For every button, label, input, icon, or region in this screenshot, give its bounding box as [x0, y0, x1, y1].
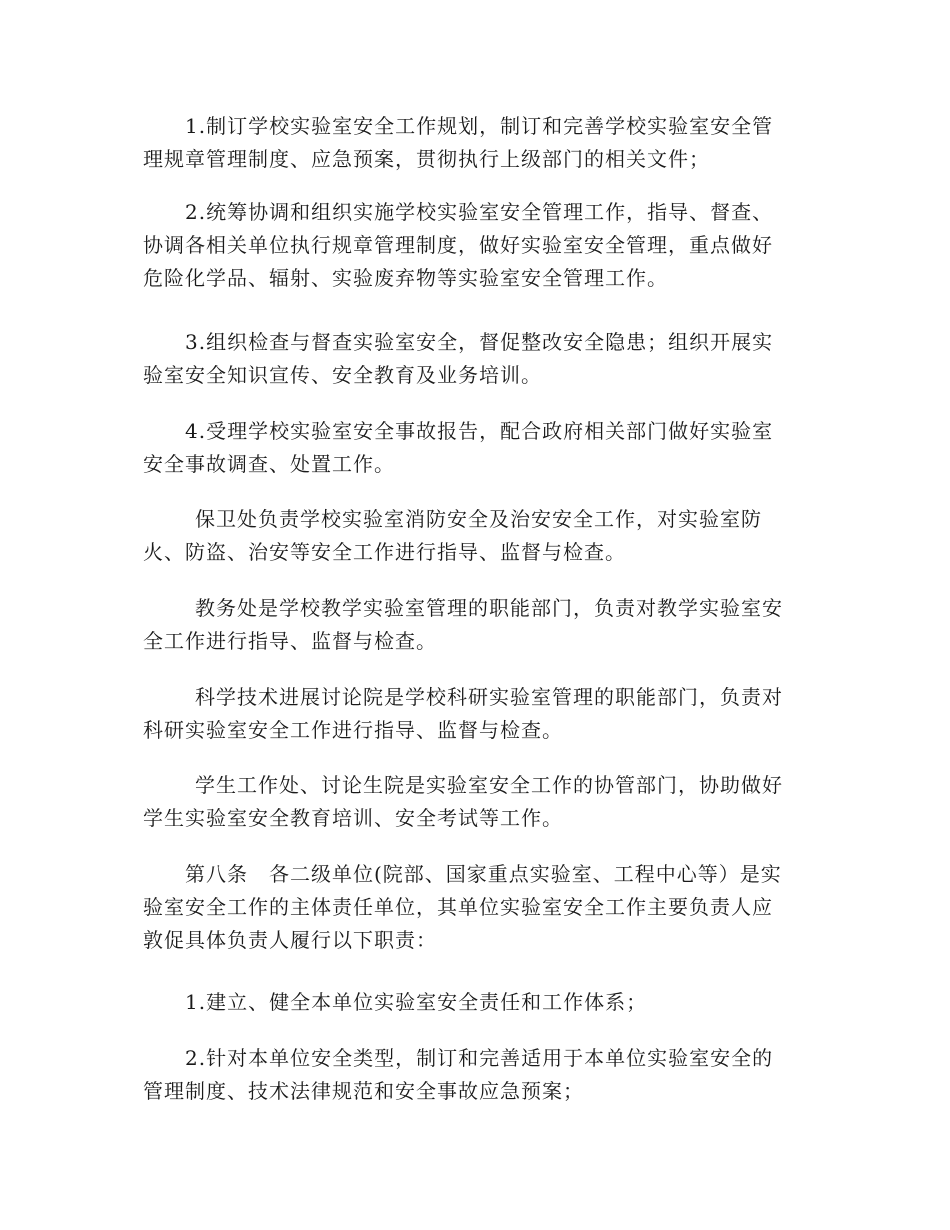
- text-line: 教务处是学校教学实验室管理的职能部门，负责对教学实验室安: [195, 596, 783, 620]
- text-line: 管理制度、技术法律规范和安全事故应急预案；: [143, 1079, 584, 1103]
- text-line: 保卫处负责学校实验室消防安全及治安安全工作，对实验室防: [195, 507, 762, 531]
- text-line: 协调各相关单位执行规章管理制度，做好实验室安全管理，重点做好: [143, 233, 773, 257]
- text-line: 1.建立、健全本单位实验室安全责任和工作体系；: [185, 990, 648, 1014]
- paragraph-5: [143, 503, 803, 569]
- text-line: 第八条 各二级单位(院部、国家重点实验室、工程中心等）是实: [185, 862, 782, 886]
- text-line: 学生实验室安全教育培训、安全考试等工作。: [143, 806, 563, 830]
- text-line: 安全事故调查、处置工作。: [143, 452, 395, 476]
- text-line: 2.统筹协调和组织实施学校实验室安全管理工作，指导、督查、: [185, 200, 774, 224]
- text-line: 全工作进行指导、监督与检查。: [143, 629, 437, 653]
- text-line: 1.制订学校实验室安全工作规划，制订和完善学校实验室安全管: [185, 114, 774, 138]
- text-line: 2.针对本单位安全类型，制订和完善适用于本单位实验室安全的: [185, 1046, 774, 1070]
- text-line: 科研实验室安全工作进行指导、监督与检查。: [143, 718, 563, 742]
- text-line: 3.组织检查与督查实验室安全，督促整改安全隐患；组织开展实: [185, 330, 774, 354]
- text-line: 危险化学品、辐射、实验废弃物等实验室安全管理工作。: [143, 266, 668, 290]
- paragraph-6: [143, 592, 803, 658]
- paragraph-8: [143, 769, 803, 835]
- text-line: 科学技术进展讨论院是学校科研实验室管理的职能部门，负责对: [195, 685, 783, 709]
- paragraph-11: [143, 1042, 803, 1108]
- paragraph-3: [143, 326, 803, 392]
- paragraph-2: [143, 196, 803, 295]
- text-line: 学生工作处、讨论生院是实验室安全工作的协管部门，协助做好: [195, 773, 783, 797]
- text-line: 理规章管理制度、应急预案，贯彻执行上级部门的相关文件；: [143, 147, 710, 171]
- text-line: 敦促具体负责人履行以下职责：: [143, 928, 437, 952]
- paragraph-9: [143, 858, 803, 957]
- text-line: 火、防盗、治安等安全工作进行指导、监督与检查。: [143, 540, 626, 564]
- text-line: 验室安全工作的主体责任单位，其单位实验室安全工作主要负责人应: [143, 895, 773, 919]
- paragraph-7: [143, 681, 803, 747]
- text-line: 4.受理学校实验室安全事故报告，配合政府相关部门做好实验室: [185, 419, 774, 443]
- text-line: 验室安全知识宣传、安全教育及业务培训。: [143, 363, 542, 387]
- paragraph-10: [143, 986, 803, 1019]
- paragraph-4: [143, 415, 803, 481]
- paragraph-1: [143, 110, 803, 176]
